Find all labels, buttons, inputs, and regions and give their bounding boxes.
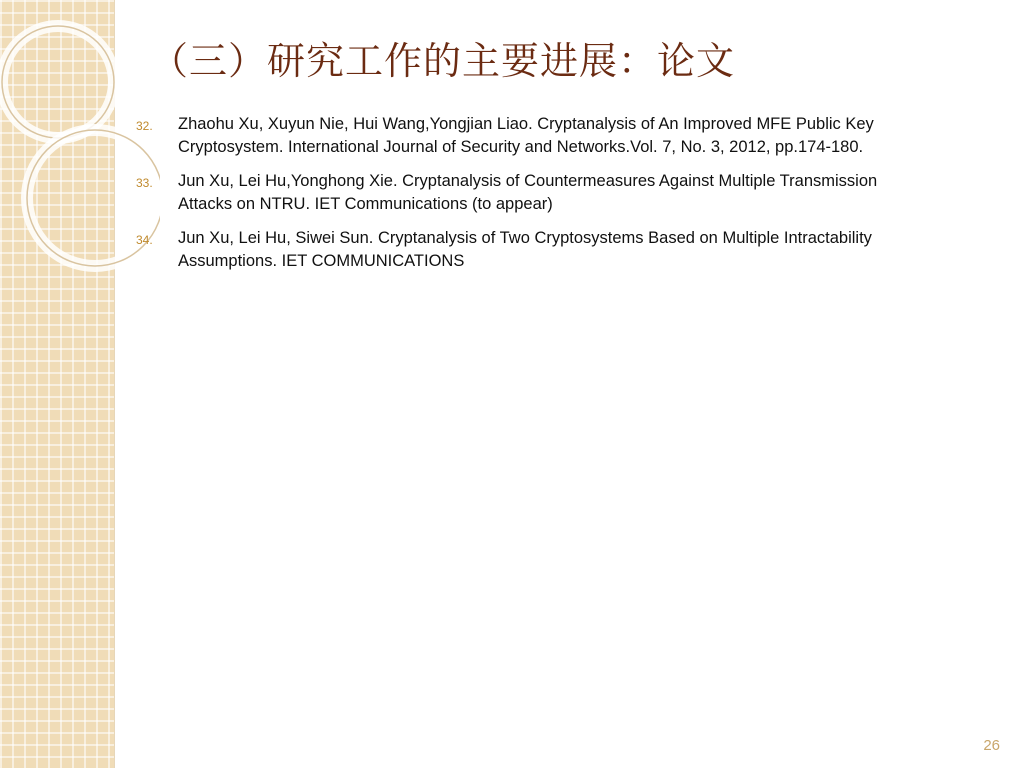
- reference-number: 33.: [136, 176, 153, 190]
- reference-item: [136, 170, 926, 216]
- slide-title: （三）研究工作的主要进展：论文: [150, 39, 736, 83]
- reference-item: [136, 113, 926, 159]
- reference-text: Zhaohu Xu, Xuyun Nie, Hui Wang,Yongjian Liao. Cryptanalysis of An Improved MFE Public Key Cryptosystem. International Journal of Security and Networks.Vol. 7, No. 3, 2012, pp.174-180.: [178, 115, 874, 156]
- reference-list: [136, 113, 926, 284]
- reference-text: Jun Xu, Lei Hu,Yonghong Xie. Cryptanalysis of Countermeasures Against Multiple Transmission Attacks on NTRU. IET Communications (to appear): [178, 172, 878, 213]
- reference-number: 32.: [136, 119, 153, 133]
- reference-number: 34.: [136, 233, 153, 247]
- reference-text: Jun Xu, Lei Hu, Siwei Sun. Cryptanalysis of Two Cryptosystems Based on Multiple Intractability Assumptions. IET COMMUNICATIONS: [178, 229, 872, 270]
- page-number: 26: [983, 737, 1000, 754]
- reference-item: [136, 227, 926, 273]
